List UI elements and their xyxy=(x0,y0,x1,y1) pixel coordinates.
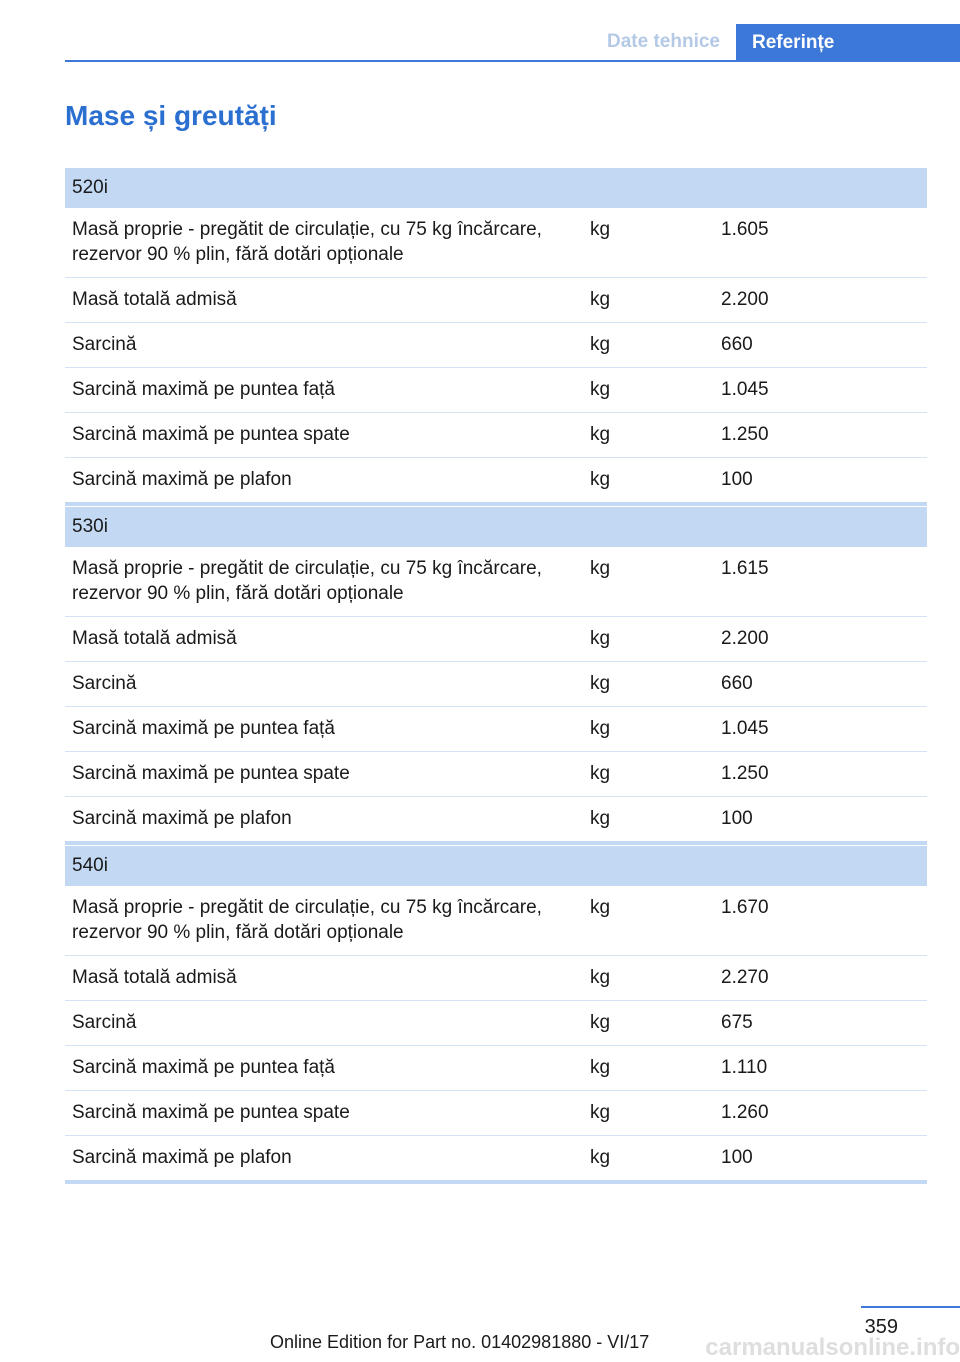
table-row xyxy=(65,1046,927,1091)
row-value: 1.045 xyxy=(714,707,927,752)
row-value: 2.200 xyxy=(714,617,927,662)
table-model-header: 520i xyxy=(65,168,927,208)
row-label: Masă proprie - pregătit de circulație, cu 75 kg încărcare, rezervor 90 % plin, fără dotări opționale xyxy=(65,886,583,956)
table-row xyxy=(65,707,927,752)
row-unit: kg xyxy=(583,278,714,323)
row-label: Sarcină maximă pe puntea față xyxy=(65,707,583,752)
table-row xyxy=(65,1091,927,1136)
table-row xyxy=(65,413,927,458)
row-value: 675 xyxy=(714,1001,927,1046)
row-unit: kg xyxy=(583,752,714,797)
row-unit: kg xyxy=(583,797,714,844)
table-row xyxy=(65,1001,927,1046)
row-label: Masă totală admisă xyxy=(65,617,583,662)
row-value: 660 xyxy=(714,662,927,707)
row-label: Sarcină xyxy=(65,662,583,707)
row-value: 2.200 xyxy=(714,278,927,323)
watermark: carmanualsonline.info xyxy=(705,1334,960,1361)
page-header xyxy=(65,24,960,62)
row-unit: kg xyxy=(583,413,714,458)
header-rule xyxy=(65,60,960,62)
row-value: 1.045 xyxy=(714,368,927,413)
table-row xyxy=(65,886,927,956)
row-label: Masă proprie - pregătit de circulație, cu 75 kg încărcare, rezervor 90 % plin, fără dotări opționale xyxy=(65,547,583,617)
weights-table-530i xyxy=(65,507,927,845)
row-unit: kg xyxy=(583,617,714,662)
table-row xyxy=(65,617,927,662)
table-model-header: 540i xyxy=(65,846,927,886)
row-label: Sarcină xyxy=(65,323,583,368)
row-unit: kg xyxy=(583,886,714,956)
row-value: 100 xyxy=(714,458,927,505)
row-unit: kg xyxy=(583,547,714,617)
table-model-header: 530i xyxy=(65,507,927,547)
row-label: Sarcină maximă pe puntea față xyxy=(65,1046,583,1091)
row-unit: kg xyxy=(583,662,714,707)
row-label: Sarcină xyxy=(65,1001,583,1046)
table-row xyxy=(65,278,927,323)
row-unit: kg xyxy=(583,956,714,1001)
page-number: 359 xyxy=(864,1316,898,1338)
table-row xyxy=(65,956,927,1001)
row-unit: kg xyxy=(583,1136,714,1183)
table-row xyxy=(65,752,927,797)
row-unit: kg xyxy=(583,707,714,752)
row-unit: kg xyxy=(583,323,714,368)
table-row xyxy=(65,797,927,844)
row-label: Sarcină maximă pe puntea spate xyxy=(65,413,583,458)
row-unit: kg xyxy=(583,1001,714,1046)
row-label: Masă totală admisă xyxy=(65,956,583,1001)
row-value: 1.670 xyxy=(714,886,927,956)
row-value: 2.270 xyxy=(714,956,927,1001)
row-label: Sarcină maximă pe plafon xyxy=(65,1136,583,1183)
row-value: 1.250 xyxy=(714,413,927,458)
section-tab-date-tehnice[interactable]: Date tehnice xyxy=(607,31,720,52)
row-value: 1.605 xyxy=(714,208,927,278)
table-row xyxy=(65,368,927,413)
section-tab-referinte[interactable]: Referințe xyxy=(736,24,960,62)
page-title: Mase și greutăți xyxy=(65,100,277,131)
row-label: Sarcină maximă pe plafon xyxy=(65,458,583,505)
row-unit: kg xyxy=(583,1046,714,1091)
row-unit: kg xyxy=(583,368,714,413)
weights-table-520i xyxy=(65,168,927,506)
row-value: 100 xyxy=(714,797,927,844)
row-value: 100 xyxy=(714,1136,927,1183)
row-value: 1.260 xyxy=(714,1091,927,1136)
row-label: Sarcină maximă pe puntea spate xyxy=(65,752,583,797)
edition-note: Online Edition for Part no. 01402981880 - VI/17 xyxy=(270,1332,650,1352)
row-label: Sarcină maximă pe plafon xyxy=(65,797,583,844)
row-label: Sarcină maximă pe puntea față xyxy=(65,368,583,413)
row-label: Masă totală admisă xyxy=(65,278,583,323)
footer-rule xyxy=(861,1306,960,1308)
row-unit: kg xyxy=(583,208,714,278)
table-row xyxy=(65,662,927,707)
table-row xyxy=(65,208,927,278)
row-value: 660 xyxy=(714,323,927,368)
row-label: Sarcină maximă pe puntea spate xyxy=(65,1091,583,1136)
table-row xyxy=(65,547,927,617)
row-unit: kg xyxy=(583,458,714,505)
weights-table-540i xyxy=(65,846,927,1184)
table-row xyxy=(65,458,927,505)
table-row xyxy=(65,323,927,368)
table-row xyxy=(65,1136,927,1183)
row-unit: kg xyxy=(583,1091,714,1136)
row-value: 1.110 xyxy=(714,1046,927,1091)
row-value: 1.250 xyxy=(714,752,927,797)
row-label: Masă proprie - pregătit de circulație, cu 75 kg încărcare, rezervor 90 % plin, fără dotări opționale xyxy=(65,208,583,278)
row-value: 1.615 xyxy=(714,547,927,617)
